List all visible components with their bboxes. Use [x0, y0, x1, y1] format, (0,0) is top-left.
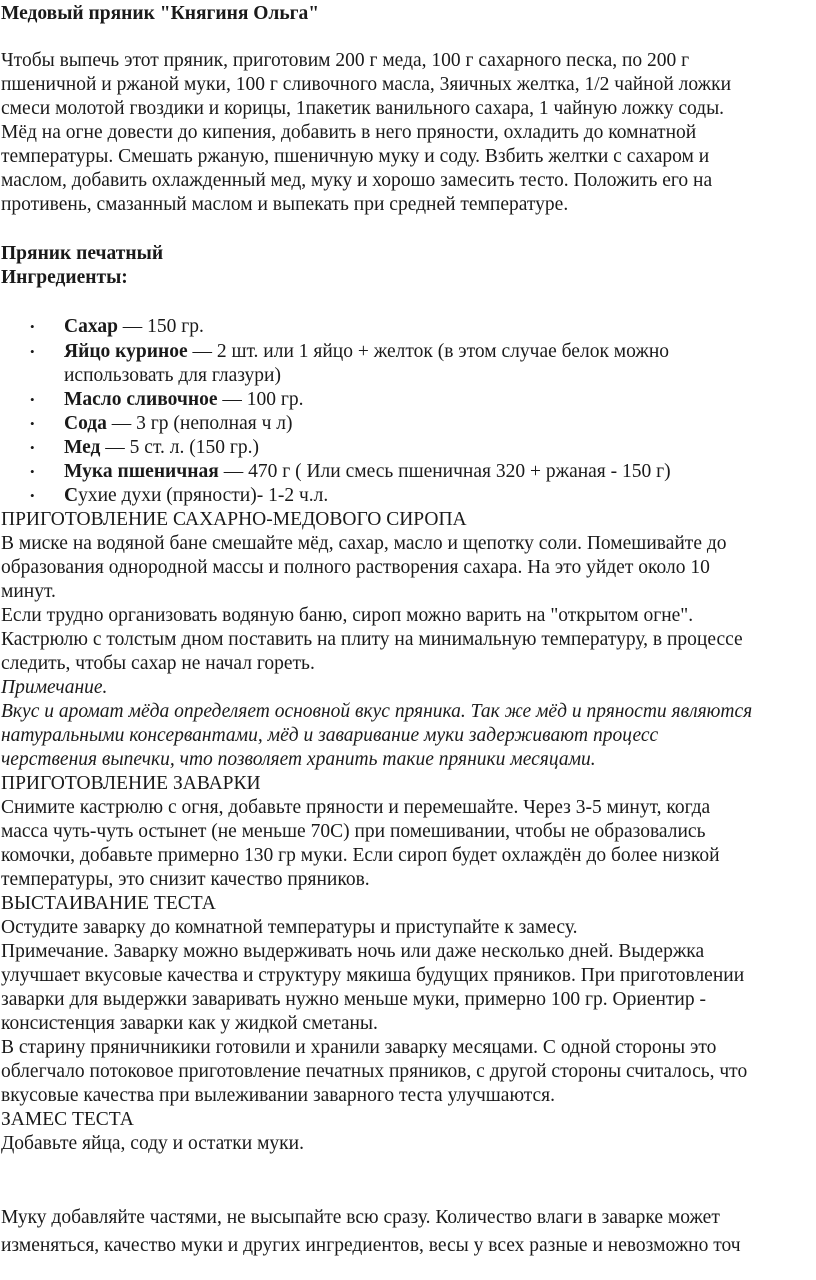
ingredient-amount: — 3 гр (неполная ч л): [106, 413, 293, 434]
paragraph-line: Примечание. Заварку можно выдерживать ночь или даже несколько дней. Выдержка: [1, 941, 705, 962]
bullet-icon: •: [30, 319, 35, 334]
recipe-title: Медовый пряник "Княгиня Ольга": [1, 3, 320, 24]
bullet-icon: •: [30, 416, 35, 431]
paragraph-line: Кастрюлю с толстым дном поставить на плиту на минимальную температуру, в процессе: [1, 629, 743, 650]
paragraph-line: Муку добавляйте частями, не высыпайте всю сразу. Количество влаги в заварке может: [1, 1207, 720, 1228]
paragraph-line: изменяться, качество муки и других ингредиентов, весы у всех разные и невозможно точ: [1, 1235, 741, 1256]
paragraph-line: следить, чтобы сахар не начал гореть.: [1, 653, 315, 674]
paragraph-line: образования однородной массы и полного растворения сахара. На это уйдет около 10: [1, 557, 710, 578]
paragraph-line: Если трудно организовать водяную баню, сироп можно варить на "открытом огне".: [1, 605, 694, 626]
paragraph-line: смеси молотой гвоздики и корицы, 1пакетик ванильного сахара, 1 чайную ложку соды.: [1, 98, 725, 119]
paragraph-line: масса чуть-чуть остынет (не меньше 70С) при помешивании, чтобы не образовались: [1, 821, 706, 842]
ingredients-heading: Ингредиенты:: [1, 267, 128, 288]
bullet-icon: •: [30, 488, 35, 503]
paragraph-line: минут.: [1, 581, 56, 602]
section-heading: ВЫСТАИВАНИЕ ТЕСТА: [1, 893, 216, 914]
paragraph-line: улучшает вкусовые качества и структуру мякиша будущих пряников. При приготовлении: [1, 965, 745, 986]
note-line: Вкус и аромат мёда определяет основной вкус пряника. Так же мёд и пряности являются: [1, 701, 753, 722]
paragraph-line: Мёд на огне довести до кипения, добавить в него пряности, охладить до комнатной: [1, 122, 697, 143]
section-heading: ЗАМЕС ТЕСТА: [1, 1109, 134, 1130]
ingredient-amount: использовать для глазури): [64, 365, 281, 386]
paragraph-line: температуры. Смешать ржаную, пшеничную муку и соду. Взбить желтки с сахаром и: [1, 146, 710, 167]
paragraph-line: В старину пряничникики готовили и хранили заварку месяцами. С одной стороны это: [1, 1037, 717, 1058]
paragraph-line: Остудите заварку до комнатной температуры и приступайте к замесу.: [1, 917, 578, 938]
ingredient-name: С: [64, 485, 79, 506]
paragraph-line: В миске на водяной бане смешайте мёд, сахар, масло и щепотку соли. Помешивайте до: [1, 533, 727, 554]
ingredient-name: Сахар: [64, 316, 118, 337]
ingredient-name: Яйцо куриное: [64, 341, 188, 362]
ingredient-name: Сода: [64, 413, 107, 434]
ingredient-amount: — 150 гр.: [117, 316, 204, 337]
paragraph-line: заварки для выдержки заваривать нужно меньше муки, примерно 100 гр. Ориентир -: [1, 989, 706, 1010]
ingredient-amount: — 5 ст. л. (150 гр.): [100, 437, 259, 458]
section-heading: ПРИГОТОВЛЕНИЕ ЗАВАРКИ: [1, 773, 261, 794]
paragraph-line: Чтобы выпечь этот пряник, приготовим 200 г меда, 100 г сахарного песка, по 200 г: [1, 50, 690, 71]
bullet-icon: •: [30, 464, 35, 479]
bullet-icon: •: [30, 344, 35, 359]
ingredient-amount: ухие духи (пряности)- 1-2 ч.л.: [78, 485, 329, 506]
paragraph-line: Снимите кастрюлю с огня, добавьте пряности и перемешайте. Через 3-5 минут, когда: [1, 797, 711, 818]
ingredient-amount: — 100 гр.: [217, 389, 304, 410]
ingredient-name: Мука пшеничная: [64, 461, 219, 482]
paragraph-line: Добавьте яйца, соду и остатки муки.: [1, 1133, 304, 1154]
paragraph-line: вкусовые качества при вылеживании заварного теста улучшаются.: [1, 1085, 556, 1106]
ingredient-name: Масло сливочное: [64, 389, 218, 410]
paragraph-line: температуры, это снизит качество пряников.: [1, 869, 370, 890]
section-heading: ПРИГОТОВЛЕНИЕ САХАРНО-МЕДОВОГО СИРОПА: [1, 509, 467, 530]
paragraph-line: маслом, добавить охлажденный мед, муку и хорошо замесить тесто. Положить его на: [1, 170, 713, 191]
paragraph-line: комочки, добавьте примерно 130 гр муки. Если сироп будет охлаждён до более низкой: [1, 845, 720, 866]
recipe-title: Пряник печатный: [1, 243, 164, 264]
ingredient-amount: — 2 шт. или 1 яйцо + желток (в этом случае белок можно: [187, 341, 670, 362]
ingredient-amount: — 470 г ( Или смесь пшеничная 320 + ржаная - 150 г): [218, 461, 671, 482]
note-line: натуральными консервантами, мёд и заваривание муки задерживают процесс: [1, 725, 659, 746]
paragraph-line: консистенция заварки как у жидкой сметаны.: [1, 1013, 378, 1034]
note-label: Примечание.: [1, 677, 108, 698]
note-line: черствения выпечки, что позволяет хранить такие пряники месяцами.: [1, 749, 596, 770]
bullet-icon: •: [30, 440, 35, 455]
paragraph-line: противень, смазанный маслом и выпекать при средней температуре.: [1, 194, 569, 215]
paragraph-line: облегчало потоковое приготовление печатных пряников, с другой стороны считалось, что: [1, 1061, 748, 1082]
ingredient-name: Мед: [64, 437, 101, 458]
bullet-icon: •: [30, 392, 35, 407]
paragraph-line: пшеничной и ржаной муки, 100 г сливочного масла, 3яичных желтка, 1/2 чайной ложки: [1, 74, 732, 95]
